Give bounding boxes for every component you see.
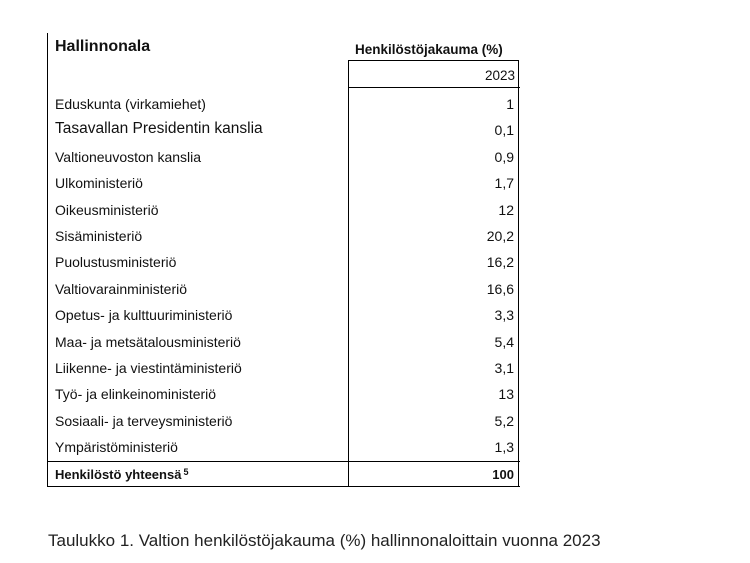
total-row-top-border [47, 461, 520, 462]
table-row [48, 145, 520, 171]
total-row-label [55, 467, 188, 482]
table-row [48, 277, 520, 303]
row-value: 13 [498, 386, 514, 403]
total-row-value: 100 [492, 467, 514, 482]
row-value: 16,6 [486, 280, 514, 297]
row-value: 3,3 [494, 307, 514, 324]
row-label: Liikenne- ja viestintäministeriö [55, 359, 242, 376]
row-label: Eduskunta (virkamiehet) [55, 96, 206, 112]
table-row [48, 303, 520, 329]
table-row [48, 250, 520, 276]
row-label: Puolustusministeriö [55, 254, 177, 271]
row-label: Valtiovarainministeriö [55, 280, 188, 297]
row-value: 1,3 [494, 439, 514, 456]
row-label: Opetus- ja kulttuuriministeriö [55, 307, 233, 324]
row-value: 1,7 [494, 175, 514, 192]
table-row [48, 171, 520, 197]
table-row [48, 382, 520, 408]
row-value: 0,9 [494, 148, 514, 165]
row-value: 20,2 [486, 227, 514, 244]
total-footnote-marker: 5 [183, 467, 189, 477]
table-row [48, 409, 520, 435]
column-header-value: Henkilöstöjakauma (%) [355, 42, 503, 57]
table-row [48, 92, 520, 118]
row-value: 5,4 [494, 333, 514, 350]
table-caption: Taulukko 1. Valtion henkilöstöjakauma (%) hallinnonaloittain vuonna 2023 [48, 531, 601, 550]
row-value: 1 [506, 96, 514, 112]
table-row [48, 330, 520, 356]
row-label: Oikeusministeriö [55, 201, 159, 218]
table-row [48, 435, 520, 461]
row-label: Tasavallan Presidentin kanslia [55, 120, 263, 138]
table-row [48, 198, 520, 224]
table-row [48, 224, 520, 250]
year-separator [348, 87, 520, 88]
row-value: 16,2 [486, 254, 514, 271]
row-value: 5,2 [494, 412, 514, 429]
column-header-category: Hallinnonala [55, 38, 151, 55]
row-label: Sosiaali- ja terveysministeriö [55, 412, 233, 429]
row-label: Maa- ja metsätalousministeriö [55, 333, 241, 350]
row-label: Ympäristöministeriö [55, 439, 178, 456]
row-label: Valtioneuvoston kanslia [55, 148, 202, 165]
table-row [48, 118, 520, 144]
row-value: 3,1 [494, 359, 514, 376]
row-value: 0,1 [494, 122, 514, 139]
table-row [48, 356, 520, 382]
table-body [48, 92, 520, 461]
total-label-text: Henkilöstö yhteensä [55, 467, 182, 482]
total-row-bottom-border [47, 486, 520, 487]
row-value: 12 [498, 201, 514, 218]
row-label: Työ- ja elinkeinoministeriö [55, 386, 217, 403]
row-label: Ulkoministeriö [55, 175, 143, 192]
year-header: 2023 [484, 68, 515, 83]
row-label: Sisäministeriö [55, 227, 143, 244]
